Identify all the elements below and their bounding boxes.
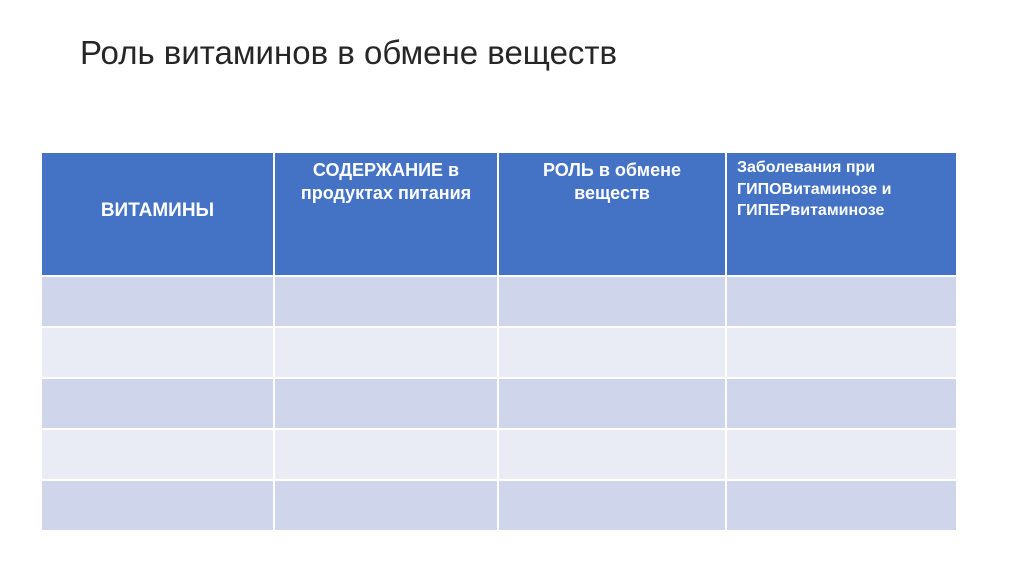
header-role-in-metabolism: РОЛЬ в обмене веществ: [498, 152, 726, 276]
header-vitamins: ВИТАМИНЫ: [41, 152, 274, 276]
table-cell[interactable]: [274, 429, 498, 480]
table-cell[interactable]: [498, 429, 726, 480]
table-cell[interactable]: [726, 378, 957, 429]
table-cell[interactable]: [498, 480, 726, 531]
table-cell[interactable]: [726, 480, 957, 531]
table-row: [41, 276, 957, 327]
table-cell[interactable]: [41, 480, 274, 531]
table-cell[interactable]: [274, 378, 498, 429]
table-cell[interactable]: [726, 327, 957, 378]
table-cell[interactable]: [274, 480, 498, 531]
table-cell[interactable]: [41, 378, 274, 429]
table-cell[interactable]: [41, 429, 274, 480]
table-cell[interactable]: [726, 276, 957, 327]
header-diseases: Заболевания при ГИПОВитаминозе и ГИПЕРвитаминозе: [726, 152, 957, 276]
table-cell[interactable]: [274, 276, 498, 327]
table-cell[interactable]: [726, 429, 957, 480]
slide-title: Роль витаминов в обмене веществ: [80, 34, 618, 71]
table-cell[interactable]: [498, 327, 726, 378]
table-cell[interactable]: [498, 276, 726, 327]
table-cell[interactable]: [41, 276, 274, 327]
table-cell[interactable]: [498, 378, 726, 429]
table-row: [41, 480, 957, 531]
table-row: [41, 378, 957, 429]
vitamin-table: [40, 151, 958, 532]
table-cell[interactable]: [41, 327, 274, 378]
table-header-row: [41, 152, 957, 276]
table-cell[interactable]: [274, 327, 498, 378]
header-content-in-food: СОДЕРЖАНИЕ в продуктах питания: [274, 152, 498, 276]
table-row: [41, 327, 957, 378]
table-row: [41, 429, 957, 480]
